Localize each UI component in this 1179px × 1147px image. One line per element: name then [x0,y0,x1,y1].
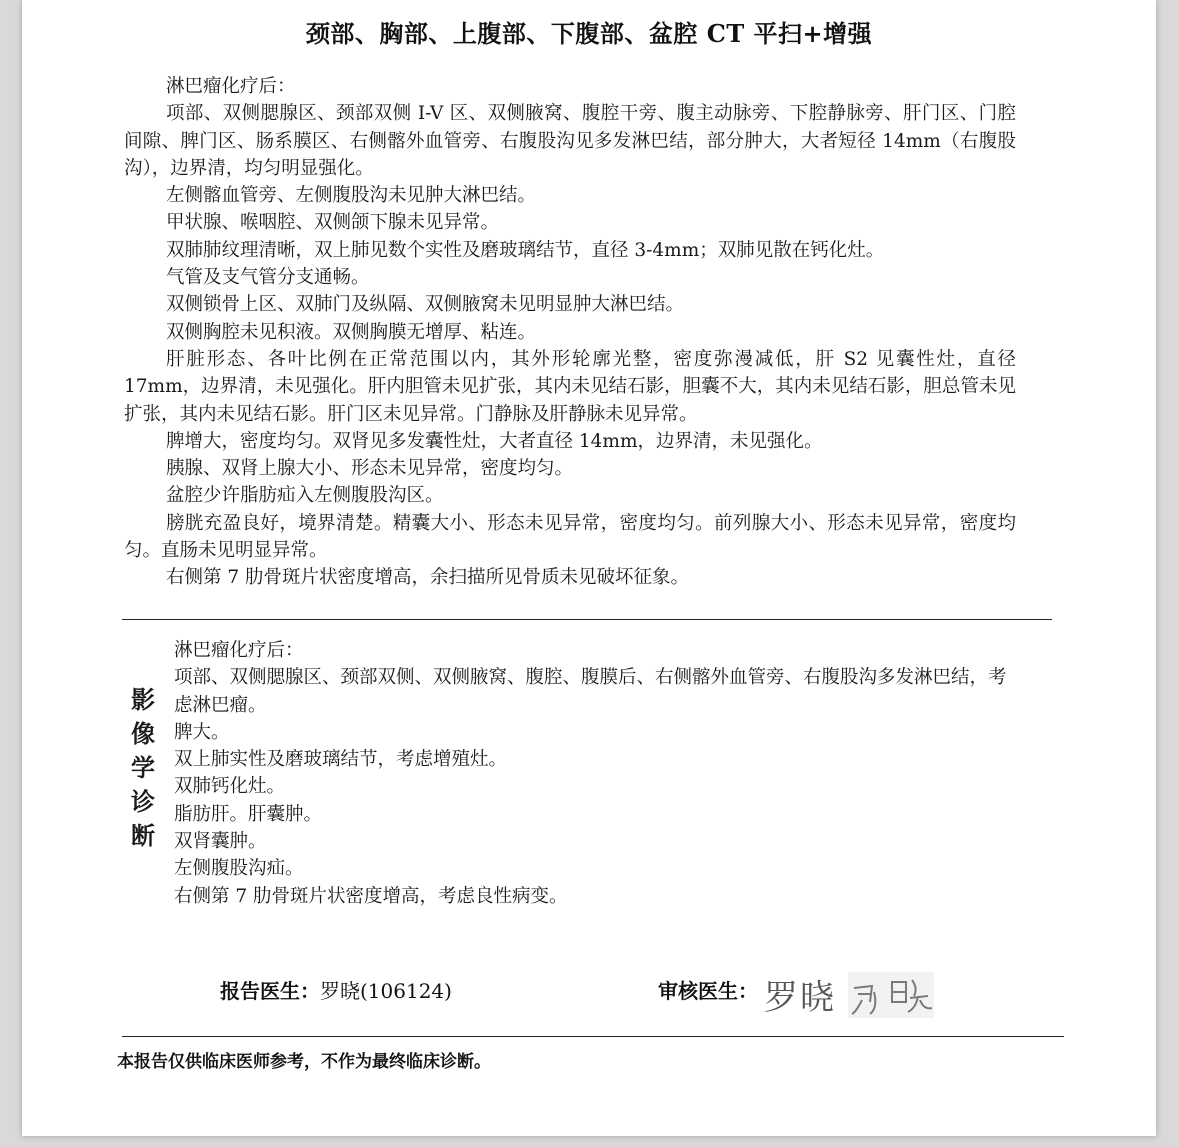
findings-line: 胰腺、双肾上腺大小、形态未见异常，密度均匀。 [166,458,574,480]
footer-divider [122,1036,1064,1037]
findings-line: 膀胱充盈良好，境界清楚。精囊大小、形态未见异常，密度均匀。前列腺大小、形态未见异常，密度均匀。直肠未见明显异常。 [124,512,1016,562]
findings-line: 项部、双侧腮腺区、颈部双侧 I-V 区、双侧腋窝、腹腔干旁、腹主动脉旁、下腔静脉旁、肝门区、门腔间隙、脾门区、肠系膜区、右侧髂外血管旁、右腹股沟见多发淋巴结，部分肿大，大者短径 14mm（右腹股沟），边界清，均匀明显强化。 [124,103,1016,179]
diagnosis-line: 淋巴瘤化疗后： [174,640,304,661]
diagnosis-line: 脾大。 [174,721,230,743]
diagnosis-section [174,637,1019,910]
findings-line: 甲状腺、喉咽腔、双侧颌下腺未见异常。 [166,212,500,234]
report-page [22,0,1156,1136]
diagnosis-label-char: 诊 [131,788,155,816]
handwritten-signature [848,972,934,1018]
diagnosis-line: 脂肪肝。肝囊肿。 [174,803,323,825]
report-title: 颈部、胸部、上腹部、下腹部、盆腔 CT 平扫+增强 [305,19,873,48]
diagnosis-line: 双肾囊肿。 [174,831,267,853]
diagnosis-label-char: 断 [131,822,155,850]
findings-line: 双侧锁骨上区、双肺门及纵隔、双侧腋窝未见明显肿大淋巴结。 [166,294,685,316]
section-divider [122,619,1052,620]
findings-section [124,73,1016,592]
diagnosis-label-char: 学 [131,754,155,782]
signature-scribble-icon [848,972,934,1018]
diagnosis-line: 项部、双侧腮腺区、颈部双侧、双侧腋窝、腹腔、腹膜后、右侧髂外血管旁、右腹股沟多发淋巴结，考虑淋巴瘤。 [174,667,1007,716]
reviewing-doctor-label: 审核医生： [658,979,758,1003]
diagnosis-label-char: 影 [131,686,155,714]
findings-line: 肝脏形态、各叶比例在正常范围以内，其外形轮廓光整，密度弥漫减低，肝 S2 见囊性灶，直径 17mm，边界清，未见强化。肝内胆管未见扩张，其内未见结石影，胆囊不大，其内未见结石影，胆总管未见扩张，其内未见结石影。肝门区未见异常。门静脉及肝静脉未见异常。 [124,348,1016,425]
findings-line: 右侧第 7 肋骨斑片状密度增高，余扫描所见骨质未见破坏征象。 [166,567,690,589]
findings-line: 双肺肺纹理清晰，双上肺见数个实性及磨玻璃结节，直径 3-4mm；双肺见散在钙化灶。 [166,239,885,261]
findings-line: 左侧髂血管旁、左侧腹股沟未见肿大淋巴结。 [166,185,537,207]
findings-line: 盆腔少许脂肪疝入左侧腹股沟区。 [166,485,444,507]
reviewing-doctor [658,975,758,1004]
findings-line: 双侧胸腔未见积液。双侧胸膜无增厚、粘连。 [166,321,537,343]
findings-line: 脾增大，密度均匀。双肾见多发囊性灶，大者直径 14mm，边界清，未见强化。 [166,430,823,452]
disclaimer: 本报告仅供临床医师参考，不作为最终临床诊断。 [117,1052,491,1072]
diagnosis-line: 双上肺实性及磨玻璃结节，考虑增殖灶。 [174,749,508,771]
diagnosis-label-char: 像 [131,720,155,748]
diagnosis-line: 双肺钙化灶。 [174,776,286,798]
reporting-doctor-label: 报告医生： [220,979,320,1003]
reporting-doctor-value: 罗晓(106124) [320,979,452,1003]
diagnosis-line: 左侧腹股沟疝。 [174,858,304,880]
diagnosis-label [126,683,160,853]
reporting-doctor [220,975,452,1004]
findings-line: 气管及支气管分支通畅。 [166,267,370,289]
reviewer-signature-printed: 罗晓 [764,978,836,1018]
diagnosis-line: 右侧第 7 肋骨斑片状密度增高，考虑良性病变。 [174,885,568,907]
findings-line: 淋巴瘤化疗后： [166,76,296,97]
